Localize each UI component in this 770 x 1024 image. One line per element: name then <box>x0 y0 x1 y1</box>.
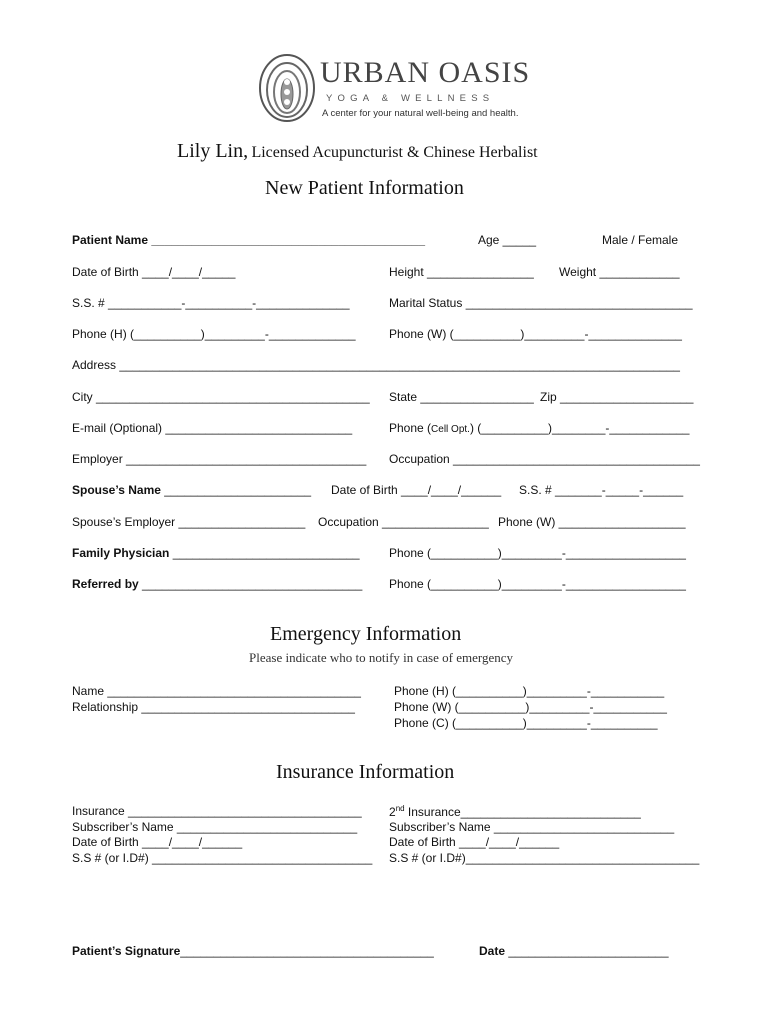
zip-field[interactable]: Zip ____________________ <box>540 390 694 404</box>
family-physician-field[interactable] <box>72 546 360 560</box>
phone-cell-prefix: Phone ( <box>389 421 432 435</box>
phone-cell-note: Cell Opt. <box>431 424 470 435</box>
referred-by-field[interactable] <box>72 577 362 591</box>
insurance-heading: Insurance Information <box>276 761 455 783</box>
logo-tagline: A center for your natural well-being and health. <box>322 108 519 119</box>
subscriber-ss-field[interactable]: S.S # (or I.D#) _________________________________ <box>72 851 373 865</box>
new-patient-heading: New Patient Information <box>265 177 464 199</box>
referred-by-line: _________________________________ <box>138 577 363 591</box>
marital-status-field[interactable]: Marital Status __________________________________ <box>389 296 693 310</box>
phone-cell-suffix: ) (__________)________-____________ <box>469 421 690 435</box>
address-field[interactable]: Address ____________________________________________________________________________________ <box>72 358 680 372</box>
patient-name-field[interactable]: Patient Name _________________________________________ <box>72 233 425 247</box>
family-physician-line: ____________________________ <box>169 546 360 560</box>
practitioner-title: Licensed Acupuncturist & Chinese Herbalist <box>251 144 538 161</box>
second-insurance-sup: nd <box>395 804 405 813</box>
emergency-phone-home-field[interactable]: Phone (H) (__________)_________-___________ <box>394 684 665 698</box>
employer-field[interactable]: Employer ____________________________________ <box>72 452 367 466</box>
emergency-name-field[interactable]: Name ______________________________________ <box>72 684 361 698</box>
family-physician-label: Family Physician <box>72 546 170 560</box>
second-subscriber-name-field[interactable]: Subscriber’s Name ___________________________ <box>389 820 675 834</box>
patient-signature-line: ______________________________________ <box>180 944 434 958</box>
age-field[interactable]: Age _____ <box>478 233 537 247</box>
lotus-logo-icon <box>256 52 318 124</box>
practitioner-line <box>177 140 538 163</box>
signature-date-field[interactable] <box>479 944 669 958</box>
second-insurance-suffix: Insurance___________________________ <box>404 805 641 819</box>
insurance-field[interactable]: Insurance ___________________________________ <box>72 804 362 818</box>
signature-date-label: Date <box>479 944 506 958</box>
logo-subtitle: YOGA & WELLNESS <box>326 93 495 104</box>
logo-title: URBAN OASIS <box>320 56 531 89</box>
spouse-dob-field[interactable]: Date of Birth ____/____/______ <box>331 483 502 497</box>
phone-cell-field[interactable] <box>389 421 689 435</box>
ss-field[interactable]: S.S. # ___________-__________-______________ <box>72 296 350 310</box>
second-subscriber-dob-field[interactable]: Date of Birth ____/____/______ <box>389 835 560 849</box>
emergency-phone-cell-field[interactable]: Phone (C) (__________)_________-__________ <box>394 716 658 730</box>
dob-field[interactable]: Date of Birth ____/____/_____ <box>72 265 236 279</box>
practitioner-name: Lily Lin, <box>177 140 249 162</box>
spouse-name-field[interactable] <box>72 483 311 497</box>
weight-field[interactable]: Weight ____________ <box>559 265 680 279</box>
spouse-employer-field[interactable]: Spouse’s Employer ___________________ <box>72 515 306 529</box>
patient-signature-field[interactable] <box>72 944 434 958</box>
spouse-phone-work-field[interactable]: Phone (W) ___________________ <box>498 515 686 529</box>
emergency-subheading: Please indicate who to notify in case of emergency <box>249 650 514 665</box>
second-insurance-prefix: 2 <box>389 805 396 819</box>
logo <box>256 52 531 122</box>
second-insurance-field[interactable] <box>389 804 641 819</box>
referred-by-label: Referred by <box>72 577 139 591</box>
spouse-occupation-field[interactable]: Occupation ________________ <box>318 515 489 529</box>
height-field[interactable]: Height ________________ <box>389 265 534 279</box>
city-field[interactable]: City _________________________________________ <box>72 390 370 404</box>
physician-phone-field[interactable]: Phone (__________)_________-__________________ <box>389 546 686 560</box>
emergency-relationship-field[interactable]: Relationship ________________________________ <box>72 700 355 714</box>
signature-date-line: ________________________ <box>505 944 669 958</box>
spouse-ss-field[interactable]: S.S. # _______-_____-______ <box>519 483 684 497</box>
emergency-heading: Emergency Information <box>270 623 462 645</box>
emergency-phone-work-field[interactable]: Phone (W) (__________)_________-___________ <box>394 700 667 714</box>
spouse-name-label: Spouse’s Name <box>72 483 161 497</box>
email-field[interactable]: E-mail (Optional) ____________________________ <box>72 421 353 435</box>
state-field[interactable]: State _________________ <box>389 390 534 404</box>
subscriber-dob-field[interactable]: Date of Birth ____/____/______ <box>72 835 243 849</box>
occupation-field[interactable]: Occupation _____________________________________ <box>389 452 700 466</box>
referred-phone-field[interactable]: Phone (__________)_________-__________________ <box>389 577 686 591</box>
subscriber-name-field[interactable]: Subscriber’s Name ___________________________ <box>72 820 358 834</box>
second-subscriber-ss-field[interactable]: S.S # (or I.D#)___________________________________ <box>389 851 700 865</box>
phone-work-field[interactable]: Phone (W) (__________)_________-______________ <box>389 327 682 341</box>
sex-field[interactable]: Male / Female <box>602 233 679 247</box>
phone-home-field[interactable]: Phone (H) (__________)_________-_____________ <box>72 327 356 341</box>
spouse-name-line: ______________________ <box>160 483 312 497</box>
patient-signature-label: Patient’s Signature <box>72 944 181 958</box>
